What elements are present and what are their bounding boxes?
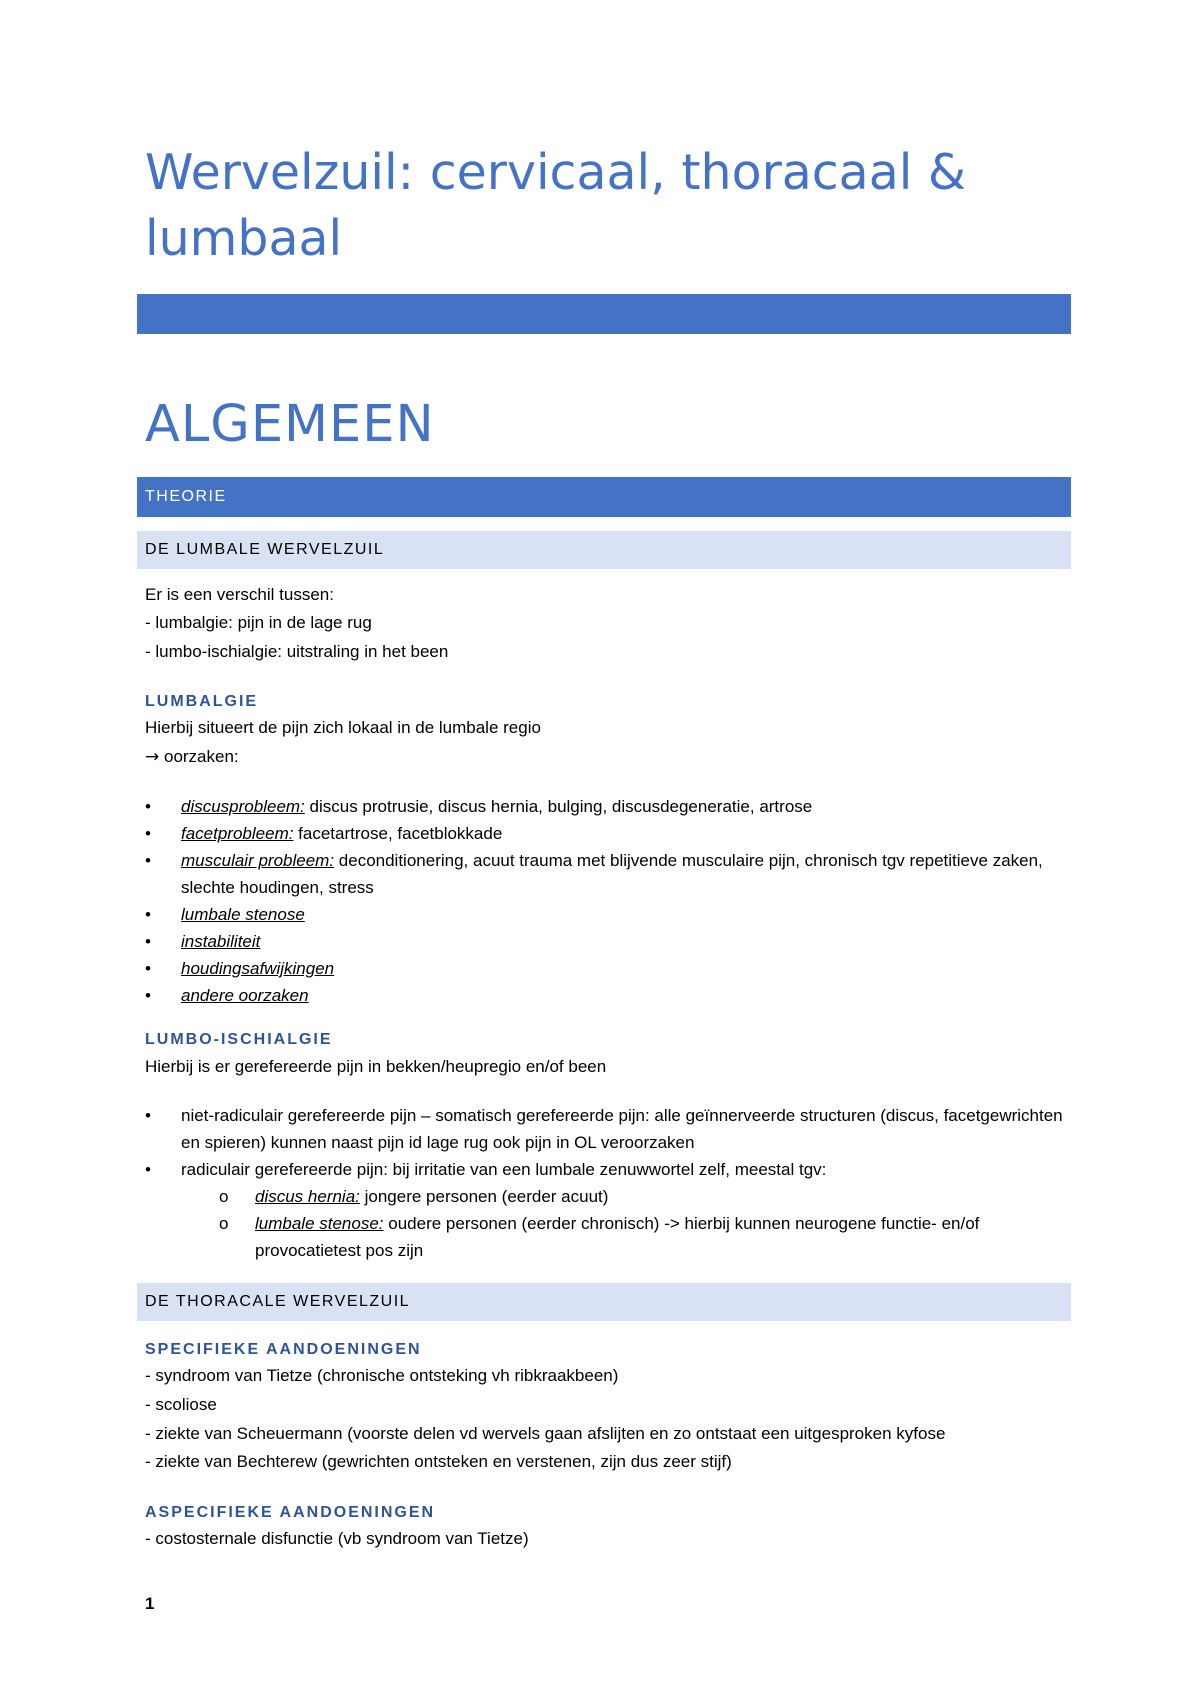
list-item	[145, 1156, 1065, 1264]
list-item	[145, 928, 1065, 955]
bullet-icon: •	[145, 797, 151, 816]
lumbo-description: Hierbij is er gerefereerde pijn in bekken/heupregio en/of been	[145, 1057, 607, 1076]
heading-algemeen: ALGEMEEN	[145, 395, 435, 454]
sub-list-item-text: oudere personen (eerder chronisch) -> hierbij kunnen neurogene functie- en/of provocatietest pos zijn	[255, 1214, 980, 1260]
heading-lumbalgie: LUMBALGIE	[145, 693, 259, 710]
bullet-icon: •	[145, 1106, 151, 1125]
bullet-icon: •	[145, 905, 151, 924]
bullet-icon: •	[145, 959, 151, 978]
list-item-term: facetprobleem:	[181, 824, 294, 843]
bullet-icon: •	[145, 824, 151, 843]
sub-list	[145, 1183, 1065, 1264]
list-item-term: discusprobleem:	[181, 797, 305, 816]
sub-list-item-term: discus hernia:	[255, 1187, 360, 1206]
sub-list-item-term: lumbale stenose:	[255, 1214, 384, 1233]
intro-line: Er is een verschil tussen:	[145, 585, 334, 604]
bullet-icon: •	[145, 851, 151, 870]
heading-aspecifieke-aandoeningen: ASPECIFIEKE AANDOENINGEN	[145, 1504, 436, 1521]
sub-list-item	[145, 1210, 1065, 1264]
band-theorie: THEORIE	[137, 477, 1071, 517]
list-item	[145, 955, 1065, 982]
list-item-text: discus protrusie, discus hernia, bulging, discusdegeneratie, artrose	[304, 797, 813, 816]
list-item-term: houdingsafwijkingen	[181, 959, 335, 978]
list-item	[145, 847, 1065, 901]
list-item-term: andere oorzaken	[181, 986, 309, 1005]
specifieke-line: - scoliose	[145, 1395, 217, 1414]
list-item-text: deconditionering, acuut trauma met blijvende musculaire pijn, chronisch tgv repetitieve zaken, slechte houdingen, stress	[181, 851, 1043, 897]
specifieke-line: - ziekte van Bechterew (gewrichten ontsteken en verstenen, zijn dus zeer stijf)	[145, 1452, 732, 1471]
sub-list-item	[145, 1183, 1065, 1210]
specifieke-line: - ziekte van Scheuermann (voorste delen vd wervels gaan afslijten en zo ontstaat een uitgesproken kyfose	[145, 1424, 946, 1443]
bullet-icon: •	[145, 932, 151, 951]
sub-list-item-text: jongere personen (eerder acuut)	[359, 1187, 609, 1206]
lumbalgie-oorzaken	[145, 743, 239, 771]
sub-bullet-icon: o	[219, 1187, 229, 1206]
band-lumbale-wervelzuil: DE LUMBALE WERVELZUIL	[137, 531, 1071, 569]
list-item-term: musculair probleem:	[181, 851, 335, 870]
aspecifieke-line: - costosternale disfunctie (vb syndroom van Tietze)	[145, 1529, 529, 1548]
heading-specifieke-aandoeningen: SPECIFIEKE AANDOENINGEN	[145, 1341, 422, 1358]
lumbalgie-description: Hierbij situeert de pijn zich lokaal in de lumbale regio	[145, 718, 541, 737]
list-item	[145, 1102, 1065, 1156]
oorzaken-label: oorzaken:	[163, 747, 239, 766]
intro-line: - lumbo-ischialgie: uitstraling in het been	[145, 642, 449, 661]
list-item-term: instabiliteit	[181, 932, 261, 951]
list-item	[145, 901, 1065, 928]
page-number: 1	[145, 1594, 155, 1613]
oorzaken-list	[145, 793, 1065, 1009]
intro-line: - lumbalgie: pijn in de lage rug	[145, 613, 372, 632]
specifieke-line: - syndroom van Tietze (chronische ontsteking vh ribkraakbeen)	[145, 1366, 619, 1385]
list-item	[145, 982, 1065, 1009]
list-item	[145, 793, 1065, 820]
title-underline-bar	[137, 294, 1071, 334]
list-item-text: facetartrose, facetblokkade	[293, 824, 503, 843]
bullet-icon: •	[145, 1160, 151, 1179]
bullet-icon: •	[145, 986, 151, 1005]
sub-bullet-icon: o	[219, 1214, 229, 1233]
document-title: Wervelzuil: cervicaal, thoracaal & lumbaal	[145, 144, 967, 267]
band-thoracale-wervelzuil: DE THORACALE WERVELZUIL	[137, 1283, 1071, 1321]
list-item-text: radiculair gerefereerde pijn: bij irritatie van een lumbale zenuwwortel zelf, meestal tgv:	[181, 1160, 827, 1179]
heading-lumbo-ischialgie: LUMBO-ISCHIALGIE	[145, 1031, 333, 1048]
arrow-right-icon: →	[145, 747, 160, 767]
list-item-text: niet-radiculair gerefereerde pijn – somatisch gerefereerde pijn: alle geïnnerveerde structuren (discus, facetgewrichten en spieren) kunnen naast pijn id lage rug ook pijn in OL veroorzaken	[181, 1106, 1063, 1152]
list-item-term: lumbale stenose	[181, 905, 305, 924]
list-item	[145, 820, 1065, 847]
lumbo-list	[145, 1102, 1065, 1264]
